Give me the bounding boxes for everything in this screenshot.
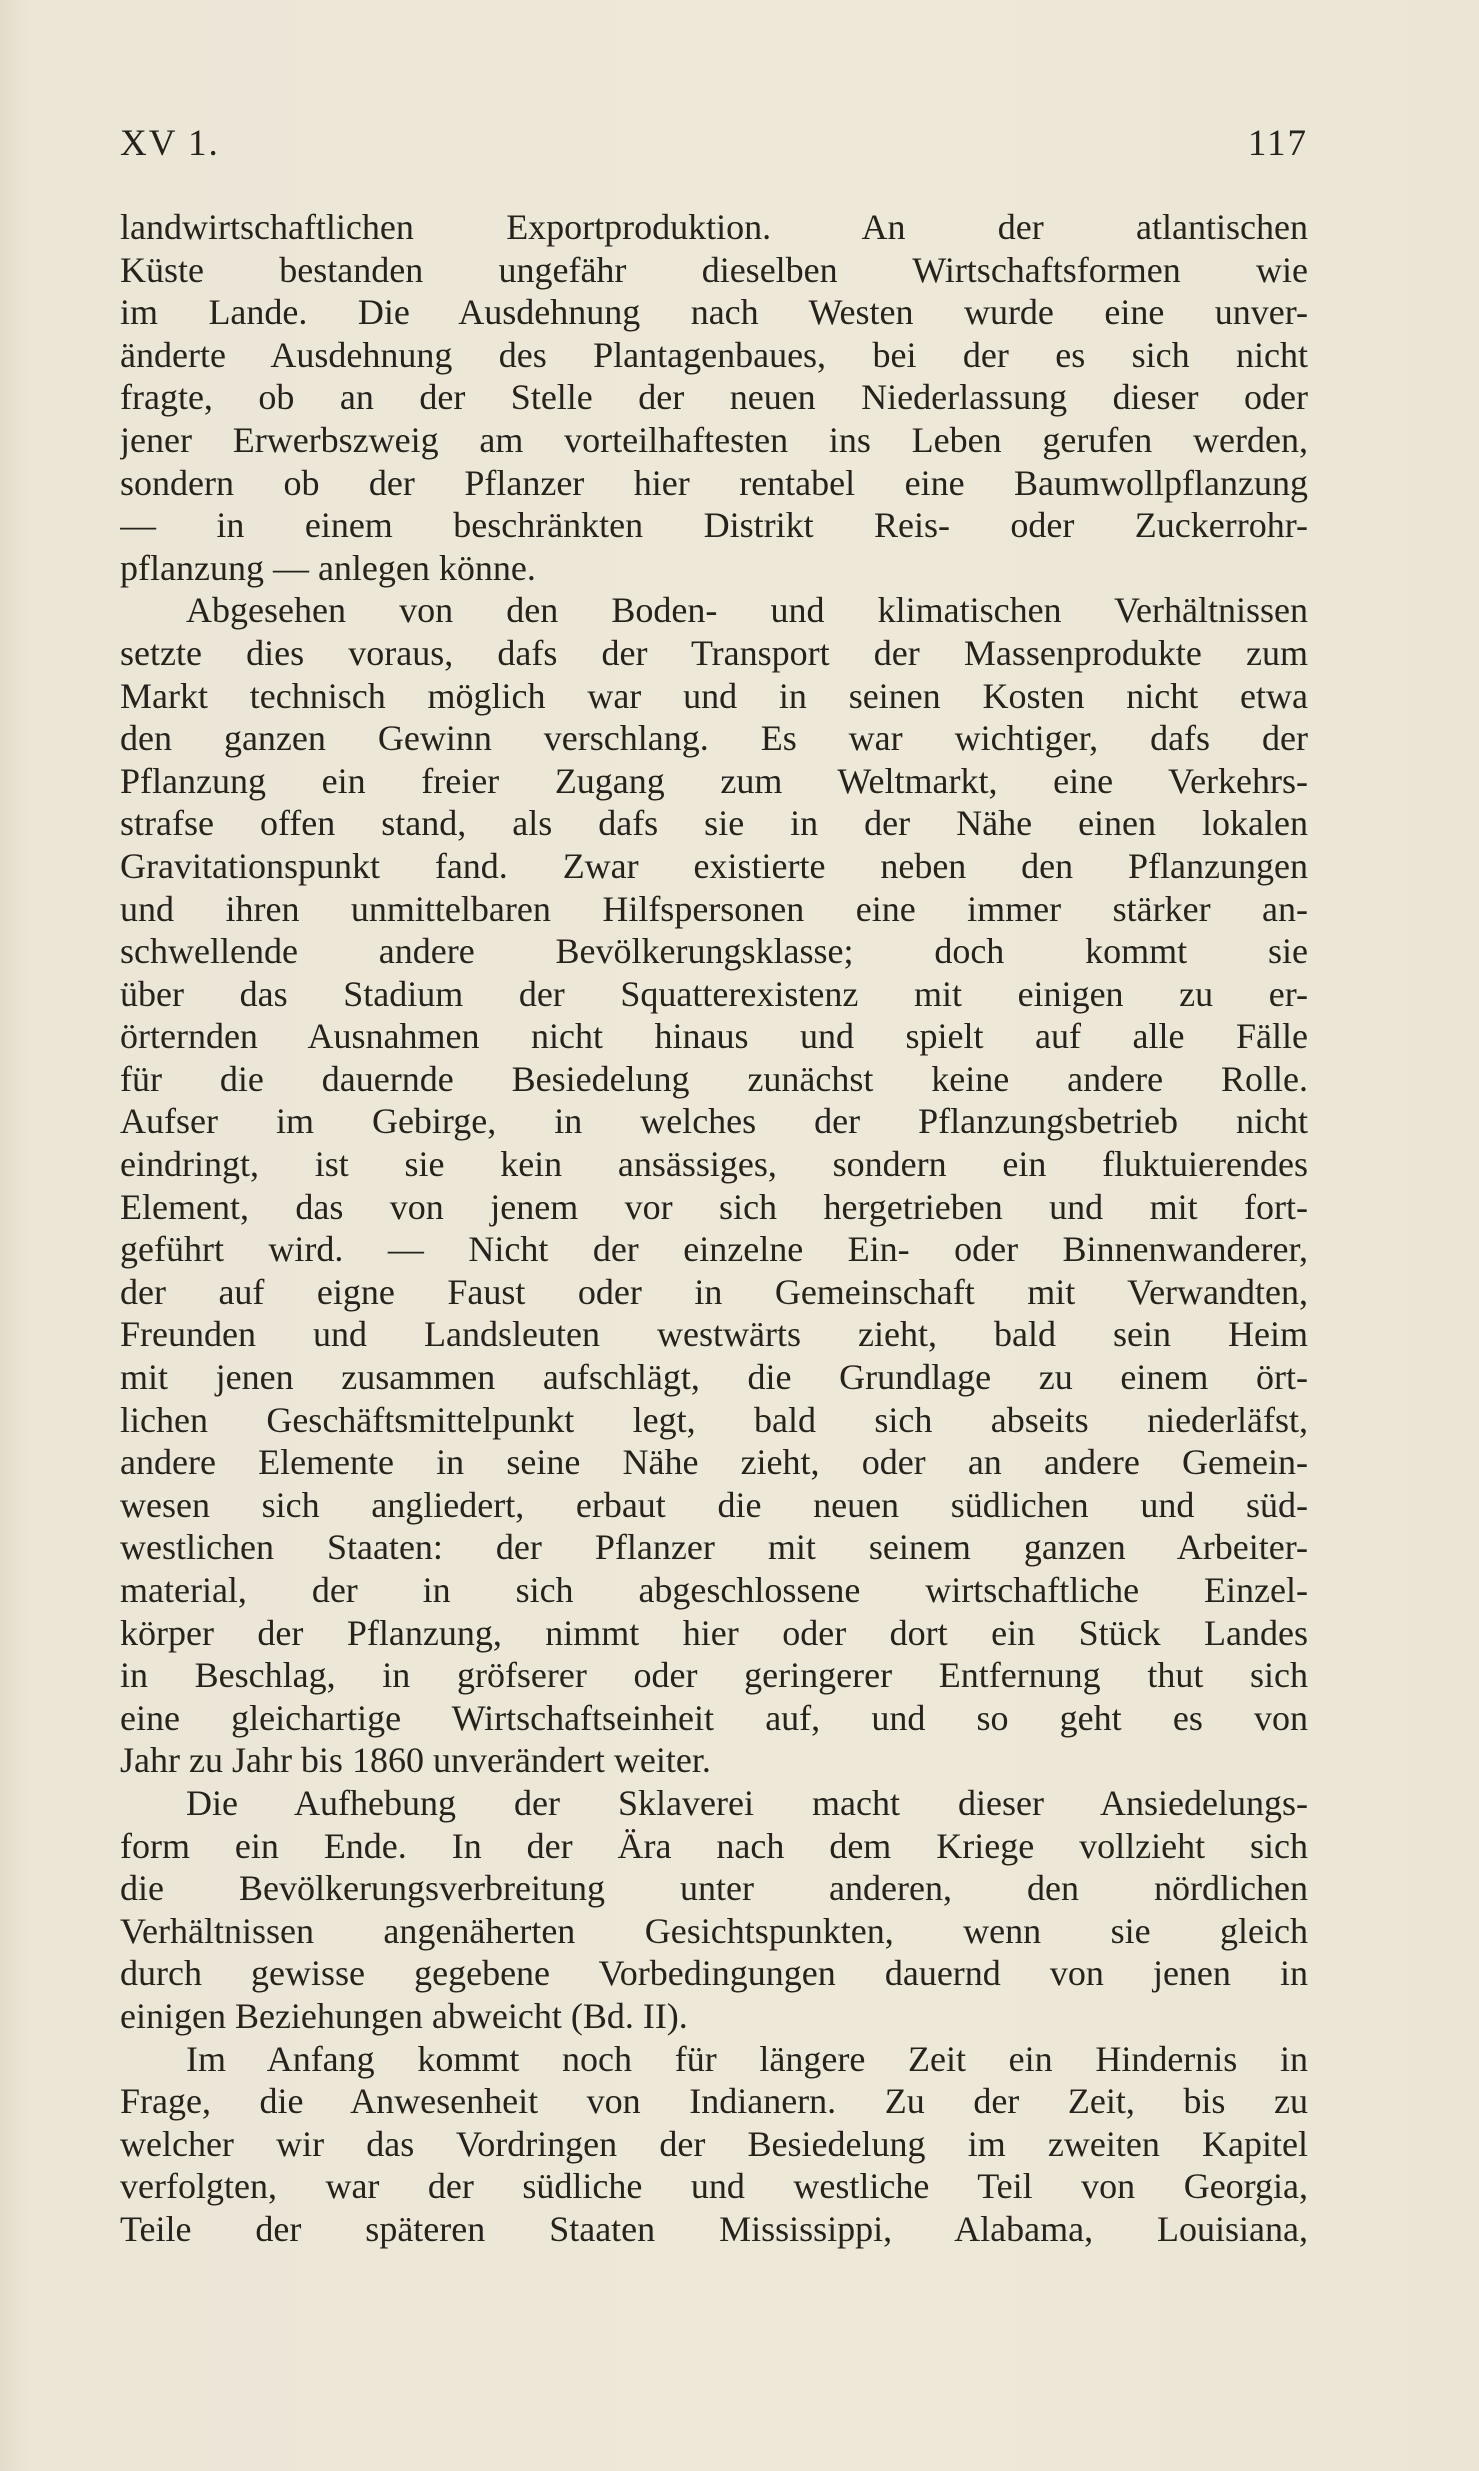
text-line: einigen Beziehungen abweicht (Bd. II).: [120, 1995, 688, 2036]
text-line: fragte, ob an der Stelle der neuen Niederlassung dieser oder: [120, 377, 1308, 418]
text-line: der auf eigne Faust oder in Gemeinschaft mit Verwandten,: [120, 1271, 1308, 1312]
text-line: pflanzung — anlegen könne.: [120, 547, 536, 588]
text-line: schwellende andere Bevölkerungsklasse; doch kommt sie: [120, 931, 1308, 972]
text-line: Pflanzung ein freier Zugang zum Weltmarkt, eine Verkehrs-: [120, 760, 1308, 801]
text-line: eine gleichartige Wirtschaftseinheit auf, und so geht es von: [120, 1697, 1308, 1738]
text-line: körper der Pflanzung, nimmt hier oder dort ein Stück Landes: [120, 1612, 1308, 1653]
text-line: verfolgten, war der südliche und westliche Teil von Georgia,: [120, 2166, 1308, 2207]
text-line: jener Erwerbszweig am vorteilhaftesten ins Leben gerufen werden,: [120, 419, 1308, 460]
text-line: und ihren unmittelbaren Hilfspersonen eine immer stärker an-: [120, 888, 1308, 929]
text-line: strafse offen stand, als dafs sie in der Nähe einen lokalen: [120, 803, 1308, 844]
text-line: sondern ob der Pflanzer hier rentabel eine Baumwollpflanzung: [120, 462, 1308, 503]
text-line: Abgesehen von den Boden- und klimatischen Verhältnissen: [186, 590, 1308, 631]
text-line: für die dauernde Besiedelung zunächst keine andere Rolle.: [120, 1058, 1308, 1099]
text-line: örternden Ausnahmen nicht hinaus und spielt auf alle Fälle: [120, 1016, 1308, 1057]
text-line: Element, das von jenem vor sich hergetrieben und mit fort-: [120, 1186, 1308, 1227]
text-line: Verhältnissen angenäherten Gesichtspunkten, wenn sie gleich: [120, 1910, 1308, 1951]
text-line: welcher wir das Vordringen der Besiedelung im zweiten Kapitel: [120, 2123, 1308, 2164]
text-line: form ein Ende. In der Ära nach dem Kriege vollzieht sich: [120, 1825, 1308, 1866]
text-line: landwirtschaftlichen Exportproduktion. An der atlantischen: [120, 207, 1308, 247]
text-line: über das Stadium der Squatterexistenz mit einigen zu er-: [120, 973, 1308, 1014]
text-line: den ganzen Gewinn verschlang. Es war wichtiger, dafs der: [120, 718, 1308, 759]
text-line: Jahr zu Jahr bis 1860 unverändert weiter.: [120, 1740, 711, 1781]
text-line: wesen sich angliedert, erbaut die neuen südlichen und süd-: [120, 1484, 1308, 1525]
text-line: geführt wird. — Nicht der einzelne Ein- oder Binnenwanderer,: [120, 1229, 1308, 1270]
text-line: in Beschlag, in gröfserer oder geringerer Entfernung thut sich: [120, 1655, 1308, 1696]
text-line: Markt technisch möglich war und in seinen Kosten nicht etwa: [120, 675, 1308, 716]
text-line: Gravitationspunkt fand. Zwar existierte neben den Pflanzungen: [120, 845, 1308, 886]
text-line: durch gewisse gegebene Vorbedingungen dauernd von jenen in: [120, 1953, 1308, 1994]
text-line: andere Elemente in seine Nähe zieht, oder an andere Gemein-: [120, 1442, 1308, 1483]
text-line: Im Anfang kommt noch für längere Zeit ein Hindernis in: [186, 2038, 1308, 2079]
text-line: im Lande. Die Ausdehnung nach Westen wurde eine unver-: [120, 292, 1308, 333]
text-line: — in einem beschränkten Distrikt Reis- oder Zuckerrohr-: [120, 505, 1308, 546]
text-line: material, der in sich abgeschlossene wirtschaftliche Einzel-: [120, 1570, 1308, 1610]
text-line: mit jenen zusammen aufschlägt, die Grundlage zu einem ört-: [120, 1357, 1308, 1398]
text-line: Aufser im Gebirge, in welches der Pflanzungsbetrieb nicht: [120, 1101, 1308, 1142]
page-number: 117: [1247, 123, 1308, 164]
text-line: lichen Geschäftsmittelpunkt legt, bald sich abseits niederläfst,: [120, 1399, 1308, 1440]
text-line: Die Aufhebung der Sklaverei macht dieser Ansiedelungs-: [186, 1782, 1308, 1823]
text-line: die Bevölkerungsverbreitung unter anderen, den nördlichen: [120, 1868, 1308, 1909]
body-text: [120, 206, 1308, 2251]
text-line: Teile der späteren Staaten Mississippi, Alabama, Louisiana,: [120, 2208, 1308, 2249]
text-line: westlichen Staaten: der Pflanzer mit seinem ganzen Arbeiter-: [120, 1527, 1308, 1568]
text-line: änderte Ausdehnung des Plantagenbaues, bei der es sich nicht: [120, 334, 1308, 375]
text-line: eindringt, ist sie kein ansässiges, sondern ein fluktuierendes: [120, 1144, 1308, 1185]
signature-mark: XV 1.: [120, 123, 220, 164]
text-line: Freunden und Landsleuten westwärts zieht, bald sein Heim: [120, 1314, 1308, 1355]
text-line: Frage, die Anwesenheit von Indianern. Zu der Zeit, bis zu: [120, 2081, 1308, 2122]
text-line: Küste bestanden ungefähr dieselben Wirtschaftsformen wie: [120, 249, 1308, 290]
running-header: [120, 122, 1308, 172]
text-line: setzte dies voraus, dafs der Transport der Massenprodukte zum: [120, 632, 1308, 673]
